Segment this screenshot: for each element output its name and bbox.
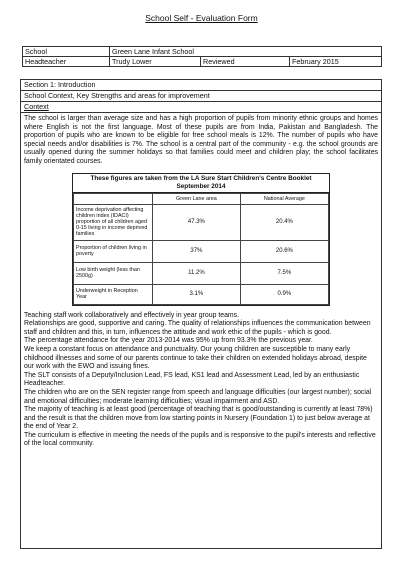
figures-row-green-lane: 11.2% <box>153 262 241 284</box>
school-row <box>23 47 382 57</box>
headteacher-row <box>23 57 382 67</box>
section-heading: Section 1: Introduction <box>21 80 381 91</box>
figures-title: These figures are taken from the LA Sure Start Children's Centre Booklet September 2014 <box>73 174 329 193</box>
table-row <box>74 204 329 240</box>
figures-box <box>72 173 330 306</box>
body-lines <box>21 306 381 450</box>
headteacher-value: Trudy Lower <box>110 57 201 67</box>
table-row <box>74 284 329 304</box>
school-label: School <box>23 47 110 57</box>
school-info-table <box>22 46 382 67</box>
figures-row-national: 0.9% <box>240 284 328 304</box>
reviewed-label: Reviewed <box>201 57 290 67</box>
body-line: The curriculum is effective in meeting the needs of the pupils and is responsive to the pupil's interests and reflective of the local community. <box>24 431 376 448</box>
figures-row-label: Underweight in Reception Year <box>74 284 153 304</box>
figures-row-green-lane: 47.3% <box>153 204 241 240</box>
body-line: Relationships are good, supportive and caring. The quality of relationships influences the communication between staff and children and this, in turn, influences the attitude and work ethic of the pupils - which is good. <box>24 320 371 336</box>
figures-row-national: 20.6% <box>240 240 328 262</box>
school-value: Green Lane Infant School <box>110 47 382 57</box>
section-subheading: School Context, Key Strengths and areas for improvement <box>21 91 381 102</box>
body-line: The children who are on the SEN register range from speech and language difficulties (our largest number); social and emotional difficulties; moderate learning difficulties; visual impairment and ASD. <box>24 388 372 405</box>
figures-row-label: Proportion of children living in poverty <box>74 240 153 262</box>
figures-row-green-lane: 3.1% <box>153 284 241 304</box>
figures-row-green-lane: 37% <box>153 240 241 262</box>
figures-table <box>73 193 329 305</box>
context-paragraph: The school is larger than average size and has a high proportion of pupils from minority ethnic groups and homes where English is not the first language. Most of these pupils are from India, Pakistan and Bangladesh. The proportion of pupils who are known to be eligible for free school meals is 12%. The number of pupils who have special needs and/or disabilities is 7%. The school is a central part of the community - e.g. the school grounds are usually opened during the summer holidays so that families could meet and children play; the school facilitates family orientated courses. <box>24 115 378 165</box>
figures-header-blank <box>74 193 153 204</box>
body-line: The percentage attendance for the year 2013-2014 was 95% up from 93.3% the previous year. <box>24 337 313 345</box>
context-label: Context <box>21 102 381 113</box>
figures-header-national: National Average <box>240 193 328 204</box>
headteacher-label: Headteacher <box>23 57 110 67</box>
figures-header-green-lane: Green Lane area <box>153 193 241 204</box>
page-title: School Self - Evaluation Form <box>145 13 258 23</box>
body-line: Teaching staff work collaboratively and effectively in year group teams. <box>24 311 239 319</box>
table-row <box>74 262 329 284</box>
figures-header-row <box>74 193 329 204</box>
figures-row-national: 7.5% <box>240 262 328 284</box>
body-line: The SLT consists of a Deputy/Inclusion Lead, FS lead, KS1 lead and Assessment Lead, led by an enthusiastic Headteacher. <box>24 371 360 388</box>
body-line: We keep a constant focus on attendance and punctuality. Our young children are susceptible to many early childhood illnesses and some of our parents continue to take their children on extended holidays abroad, despite our work with the EWO and issuing fines. <box>24 345 367 371</box>
section-frame <box>20 79 382 549</box>
figures-row-label: Low birth weight (less than 2500g) <box>74 262 153 284</box>
table-row <box>74 240 329 262</box>
figures-row-national: 20.4% <box>240 204 328 240</box>
figures-row-label: Income deprivation affecting children index (IDACI) proportion of all children aged 0-15 living in income deprived families <box>74 204 153 240</box>
reviewed-value: February 2015 <box>290 57 382 67</box>
body-line: The majority of teaching is at least good (percentage of teaching that is good/outstanding is currently at least 78%) and the result is that the children move from low starting points in Nursery (Foundation 1) to just below average at the end of Year 2. <box>24 406 373 431</box>
